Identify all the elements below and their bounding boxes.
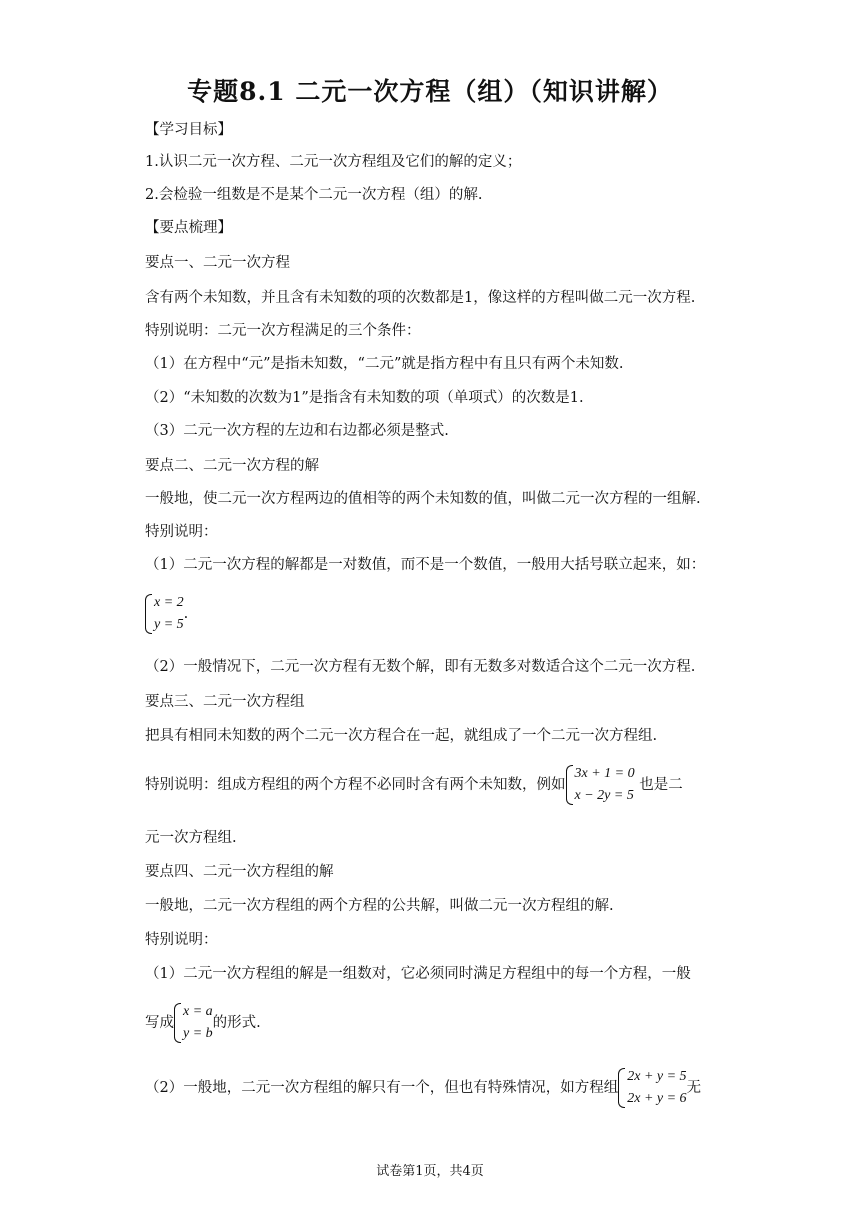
points-header: 【要点梳理】: [145, 220, 232, 236]
point2-item-2: （2）一般情况下，二元一次方程有无数个解，即有无数多对数适合这个二元一次方程.: [145, 659, 696, 675]
point4-item-1: （1）二元一次方程组的解是一组数对，它必须同时满足方程组中的每一个方程，一般: [145, 966, 691, 982]
point1-note: 特别说明：二元一次方程满足的三个条件：: [145, 323, 421, 339]
point2-item-1: （1）二元一次方程的解都是一对数值，而不是一个数值，一般用大括号联立起来，如：: [145, 557, 706, 573]
point1-heading: 要点一、二元一次方程: [145, 255, 290, 271]
point3-heading: 要点三、二元一次方程组: [145, 694, 305, 710]
objective-1: 1.认识二元一次方程、二元一次方程组及它们的解的定义；: [145, 154, 522, 170]
point2-heading: 要点二、二元一次方程的解: [145, 458, 319, 474]
point4-definition: 一般地，二元一次方程组的两个方程的公共解，叫做二元一次方程组的解.: [145, 898, 614, 914]
objective-2: 2.会检验一组数是不是某个二元一次方程（组）的解.: [145, 187, 483, 203]
point4-item-2: （2）一般地，二元一次方程组的解只有一个，但也有特殊情况，如方程组 2x + y = 5 2x + y = 6 无: [145, 1066, 701, 1110]
point1-condition-3: （3）二元一次方程的左边和右边都必须是整式.: [145, 423, 449, 439]
objectives-header: 【学习目标】: [145, 122, 232, 138]
page-title: 专题8.1 二元一次方程（组）（知识讲解）: [187, 77, 673, 106]
point1-condition-1: （1）在方程中“元”是指未知数，“二元”就是指方程中有且只有两个未知数.: [145, 356, 624, 372]
point4-note: 特别说明：: [145, 932, 218, 948]
point4-item-1-cont: 写成 x = a y = b 的形式.: [145, 1001, 261, 1045]
equation-system: 2x + y = 5 2x + y = 6: [618, 1066, 686, 1110]
page-footer: 试卷第1页，共4页: [376, 1164, 484, 1179]
equation-system: x = 2 y = 5: [145, 592, 184, 636]
equation-system: 3x + 1 = 0 x − 2y = 5: [566, 763, 635, 807]
point1-condition-2: （2）“未知数的次数为1”是指含有未知数的项（单项式）的次数是1.: [145, 390, 584, 406]
point4-heading: 要点四、二元一次方程组的解: [145, 864, 334, 880]
point2-definition: 一般地，使二元一次方程两边的值相等的两个未知数的值，叫做二元一次方程的一组解.: [145, 491, 701, 507]
equation-system: x = a y = b: [174, 1001, 213, 1045]
point3-note: 特别说明：组成方程组的两个方程不必同时含有两个未知数，例如 3x + 1 = 0 x − 2y = 5 也是二: [145, 763, 683, 807]
point2-note: 特别说明：: [145, 524, 218, 540]
point2-example-system: x = 2 y = 5 .: [145, 592, 188, 636]
point3-definition: 把具有相同未知数的两个二元一次方程合在一起，就组成了一个二元一次方程组.: [145, 728, 658, 744]
point3-note-cont: 元一次方程组.: [145, 830, 237, 846]
point1-definition: 含有两个未知数，并且含有未知数的项的次数都是1，像这样的方程叫做二元一次方程.: [145, 290, 696, 306]
